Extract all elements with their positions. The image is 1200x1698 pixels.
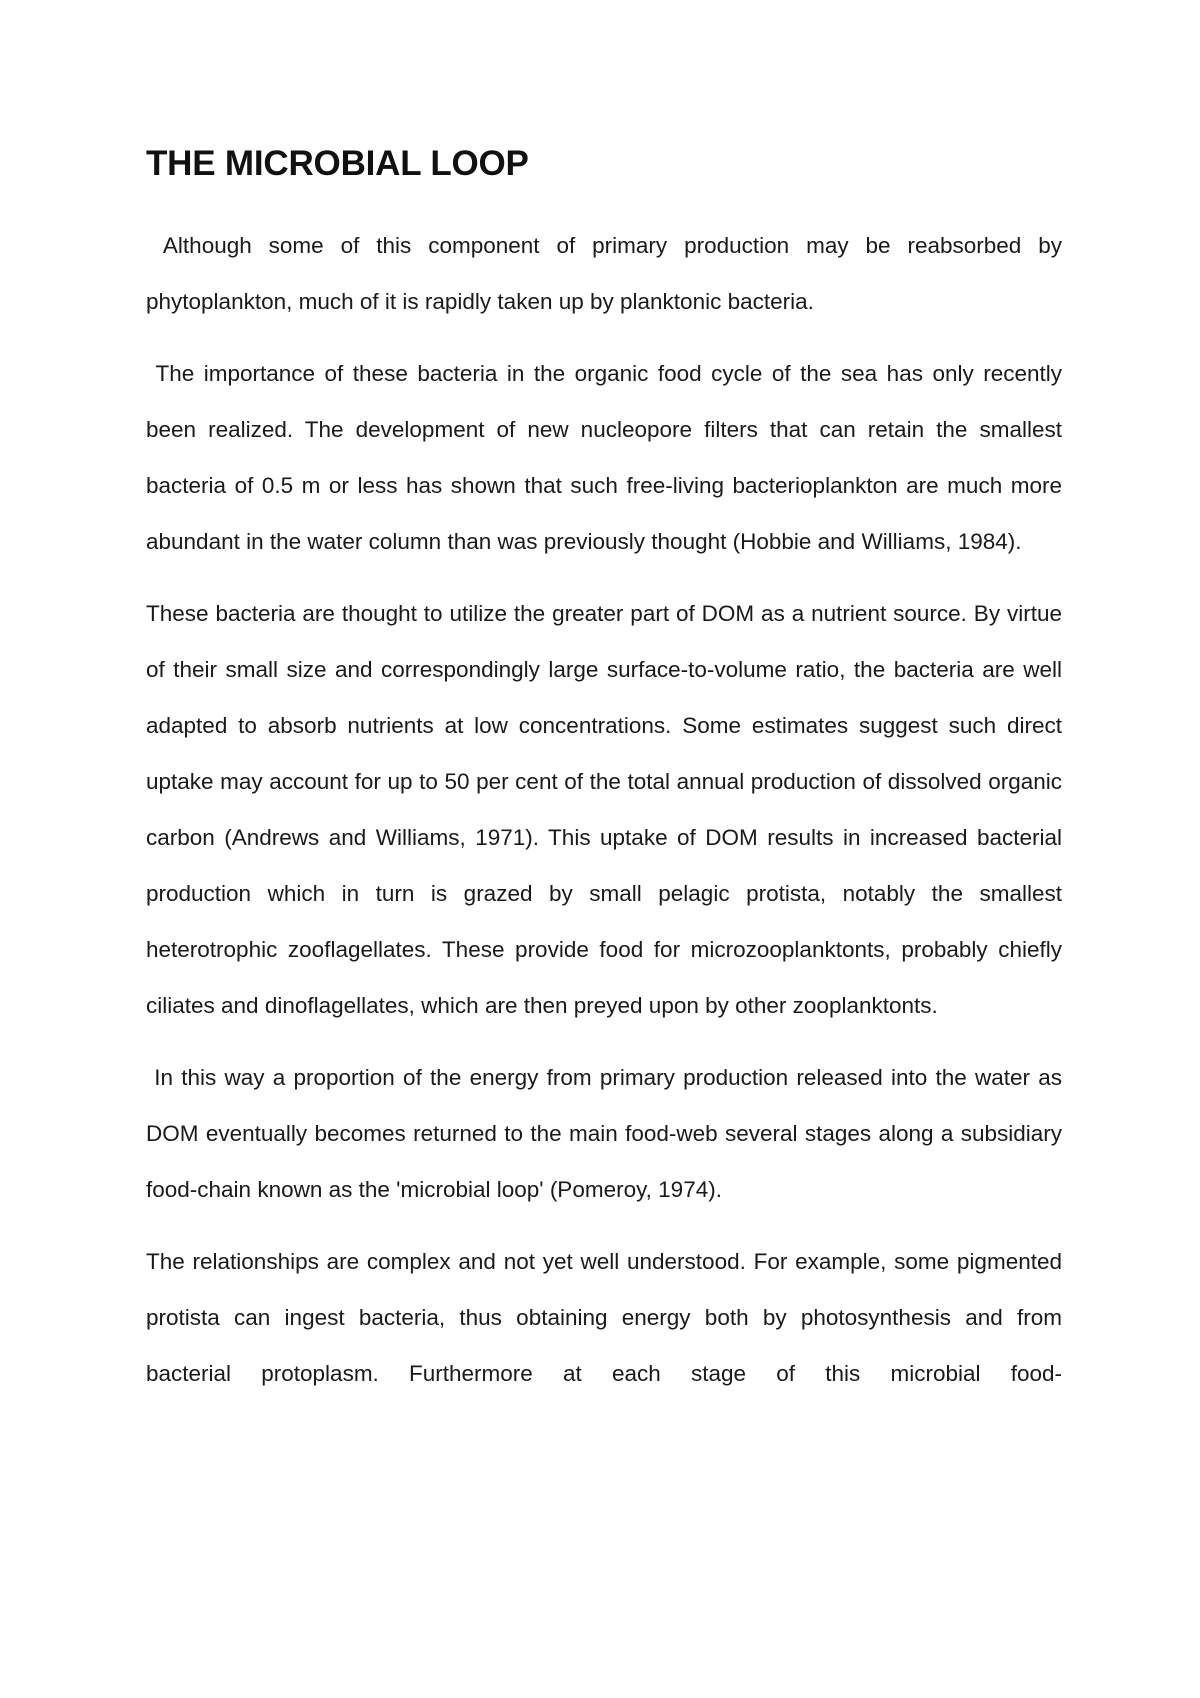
paragraph-energy-return: In this way a proportion of the energy from primary production released into the water as DOM eventually becomes returned to the main food-web several stages along a subsidiary food-chain known as the 'microbial loop' (Pomeroy, 1974). [146, 1065, 1069, 1202]
paragraph-bacteria-uptake: Although some of this component of primary production may be reabsorbed by phytoplankton, much of it is rapidly taken up by planktonic bacteria. [146, 233, 1069, 314]
paragraph-bacteria-importance: The importance of these bacteria in the organic food cycle of the sea has only recently been realized. The development of new nucleopore filters that can retain the smallest bacteria of 0.5 m or less has shown that such free-living bacterioplankton are much more abundant in the water column than was previously thought (Hobbie and Williams, 1984). [146, 361, 1069, 554]
paragraph-relationships: The relationships are complex and not yet well understood. For example, some pigmented protista can ingest bacteria, thus obtaining energy both by photosynthesis and from bacterial protoplasm. Furthermore at each stage of this microbial food- [146, 1249, 1069, 1386]
document-title: THE MICROBIAL LOOP [146, 144, 529, 183]
document-page [146, 140, 1069, 1418]
paragraph-dom-utilization: These bacteria are thought to utilize the greater part of DOM as a nutrient source. By virtue of their small size and correspondingly large surface-to-volume ratio, the bacteria are well adapted to absorb nutrients at low concentrations. Some estimates suggest such direct uptake may account for up to 50 per cent of the total annual production of dissolved organic carbon (Andrews and Williams, 1971). This uptake of DOM results in increased bacterial production which in turn is grazed by small pelagic protista, notably the smallest heterotrophic zooflagellates. These provide food for microzooplanktonts, probably chiefly ciliates and dinoflagellates, which are then preyed upon by other zooplanktonts. [146, 601, 1069, 1018]
